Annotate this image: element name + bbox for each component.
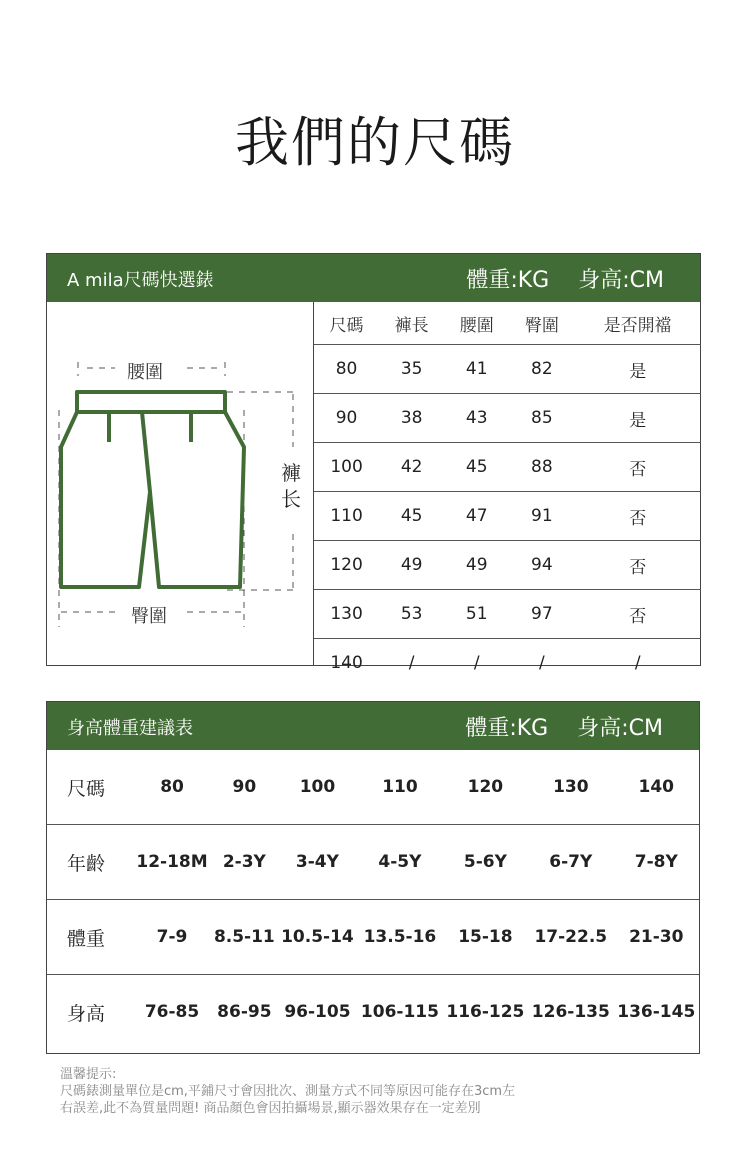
unit-labels xyxy=(443,711,663,742)
table-cell: 7-9 xyxy=(133,900,211,975)
table-cell: 85 xyxy=(509,394,574,443)
column-header: 是否開襠 xyxy=(574,302,701,345)
table-row xyxy=(314,590,701,639)
column-header: 褲長 xyxy=(379,302,444,345)
table-cell: 3-4Y xyxy=(278,825,358,900)
table-cell: 15-18 xyxy=(443,900,528,975)
column-header: 尺碼 xyxy=(314,302,379,345)
table-cell: 120 xyxy=(314,541,379,590)
note-text-line: 右誤差,此不為質量問題! 商品顏色會因拍攝場景,顯示器效果存在一定差別 xyxy=(60,1101,481,1116)
table-cell: 80 xyxy=(133,750,211,825)
table-row xyxy=(47,900,699,975)
hip-label: 臀圍 xyxy=(131,606,167,627)
table-cell: 是 xyxy=(574,394,701,443)
table-cell: 100 xyxy=(278,750,358,825)
table-cell: 否 xyxy=(574,492,701,541)
size-guide-title: 身高體重建議表 xyxy=(67,718,193,739)
height-unit: 身高:CM xyxy=(577,716,663,741)
page-title: 我們的尺碼 xyxy=(235,111,515,174)
table-cell: 10.5-14 xyxy=(278,900,358,975)
table-row xyxy=(314,541,701,590)
table-cell: 47 xyxy=(444,492,509,541)
unit-labels xyxy=(444,263,664,294)
table-cell: / xyxy=(408,653,415,673)
row-header: 身高 xyxy=(67,1002,106,1025)
table-cell: 110 xyxy=(357,750,442,825)
care-note xyxy=(60,1066,680,1117)
table-cell: 76-85 xyxy=(144,1002,200,1022)
table-cell: / xyxy=(538,653,545,673)
table-cell: 140 xyxy=(614,750,699,825)
table-cell: 41 xyxy=(444,345,509,394)
table-cell: 35 xyxy=(379,345,444,394)
table-row xyxy=(314,443,701,492)
size-chart-title: A mila尺碼快選錶 xyxy=(67,270,214,291)
table-cell: 94 xyxy=(509,541,574,590)
shorts-illustration-icon xyxy=(47,302,313,666)
table-cell: 38 xyxy=(379,394,444,443)
table-cell: 90 xyxy=(314,394,379,443)
note-heading: 溫馨提示: xyxy=(60,1067,117,1082)
weight-unit: 體重:KG xyxy=(465,716,549,741)
table-cell: 6-7Y xyxy=(528,825,613,900)
weight-unit: 體重:KG xyxy=(466,268,550,293)
table-cell: 130 xyxy=(314,590,379,639)
table-cell: 否 xyxy=(574,443,701,492)
size-guide-table xyxy=(47,750,699,1049)
table-cell: 17-22.5 xyxy=(528,900,613,975)
table-cell: 96-105 xyxy=(284,1002,351,1022)
table-cell: 116-125 xyxy=(446,1002,525,1022)
row-header: 尺碼 xyxy=(47,750,133,825)
table-row xyxy=(314,492,701,541)
table-cell: 130 xyxy=(528,750,613,825)
table-cell: 49 xyxy=(379,541,444,590)
table-cell: 43 xyxy=(444,394,509,443)
table-cell: 13.5-16 xyxy=(357,900,442,975)
table-cell: 12-18M xyxy=(133,825,211,900)
note-text-line: 尺碼錶測量單位是cm,平鋪尺寸會因批次、測量方式不同等原因可能存在3cm左 xyxy=(60,1084,516,1099)
table-cell: 91 xyxy=(509,492,574,541)
table-cell: 45 xyxy=(379,492,444,541)
column-header: 臀圍 xyxy=(509,302,574,345)
table-cell: 88 xyxy=(509,443,574,492)
table-cell: 49 xyxy=(444,541,509,590)
table-row xyxy=(314,345,701,394)
length-label xyxy=(278,460,304,512)
table-cell: 97 xyxy=(509,590,574,639)
table-row xyxy=(47,975,699,1050)
table-cell: 53 xyxy=(379,590,444,639)
table-cell: 120 xyxy=(443,750,528,825)
table-cell: 否 xyxy=(574,541,701,590)
table-row xyxy=(314,394,701,443)
height-unit: 身高:CM xyxy=(578,268,664,293)
table-cell: 106-115 xyxy=(360,1002,439,1022)
table-cell: 86-95 xyxy=(217,1002,272,1022)
table-cell: 21-30 xyxy=(614,900,699,975)
size-table-header-row xyxy=(314,302,701,345)
size-chart-panel xyxy=(46,253,701,673)
length-label-top: 褲 xyxy=(281,461,301,485)
table-cell: 110 xyxy=(314,492,379,541)
table-row xyxy=(47,750,699,825)
size-guide-header xyxy=(47,702,699,750)
size-table xyxy=(314,302,701,687)
table-cell: 42 xyxy=(379,443,444,492)
column-header: 腰圍 xyxy=(444,302,509,345)
length-label-bottom: 长 xyxy=(281,487,301,511)
size-guide-panel xyxy=(46,701,700,1054)
table-cell: 7-8Y xyxy=(614,825,699,900)
waist-label: 腰圍 xyxy=(127,362,163,383)
table-cell: / xyxy=(473,653,480,673)
table-cell: 45 xyxy=(444,443,509,492)
table-cell: 136-145 xyxy=(617,1002,696,1022)
table-cell: 8.5-11 xyxy=(211,900,278,975)
table-cell: 5-6Y xyxy=(443,825,528,900)
table-row xyxy=(314,639,701,688)
table-cell: 是 xyxy=(574,345,701,394)
table-cell: 51 xyxy=(444,590,509,639)
table-cell: 140 xyxy=(330,653,363,673)
row-header: 體重 xyxy=(47,900,133,975)
size-chart-header xyxy=(47,254,700,302)
table-cell: 82 xyxy=(509,345,574,394)
table-row xyxy=(47,825,699,900)
table-cell: / xyxy=(634,653,641,673)
row-header: 年齡 xyxy=(47,825,133,900)
table-cell: 4-5Y xyxy=(357,825,442,900)
table-cell: 2-3Y xyxy=(211,825,278,900)
table-cell: 126-135 xyxy=(531,1002,610,1022)
table-cell: 80 xyxy=(314,345,379,394)
table-cell: 90 xyxy=(211,750,278,825)
shorts-diagram xyxy=(47,302,314,666)
table-cell: 否 xyxy=(574,590,701,639)
table-cell: 100 xyxy=(314,443,379,492)
